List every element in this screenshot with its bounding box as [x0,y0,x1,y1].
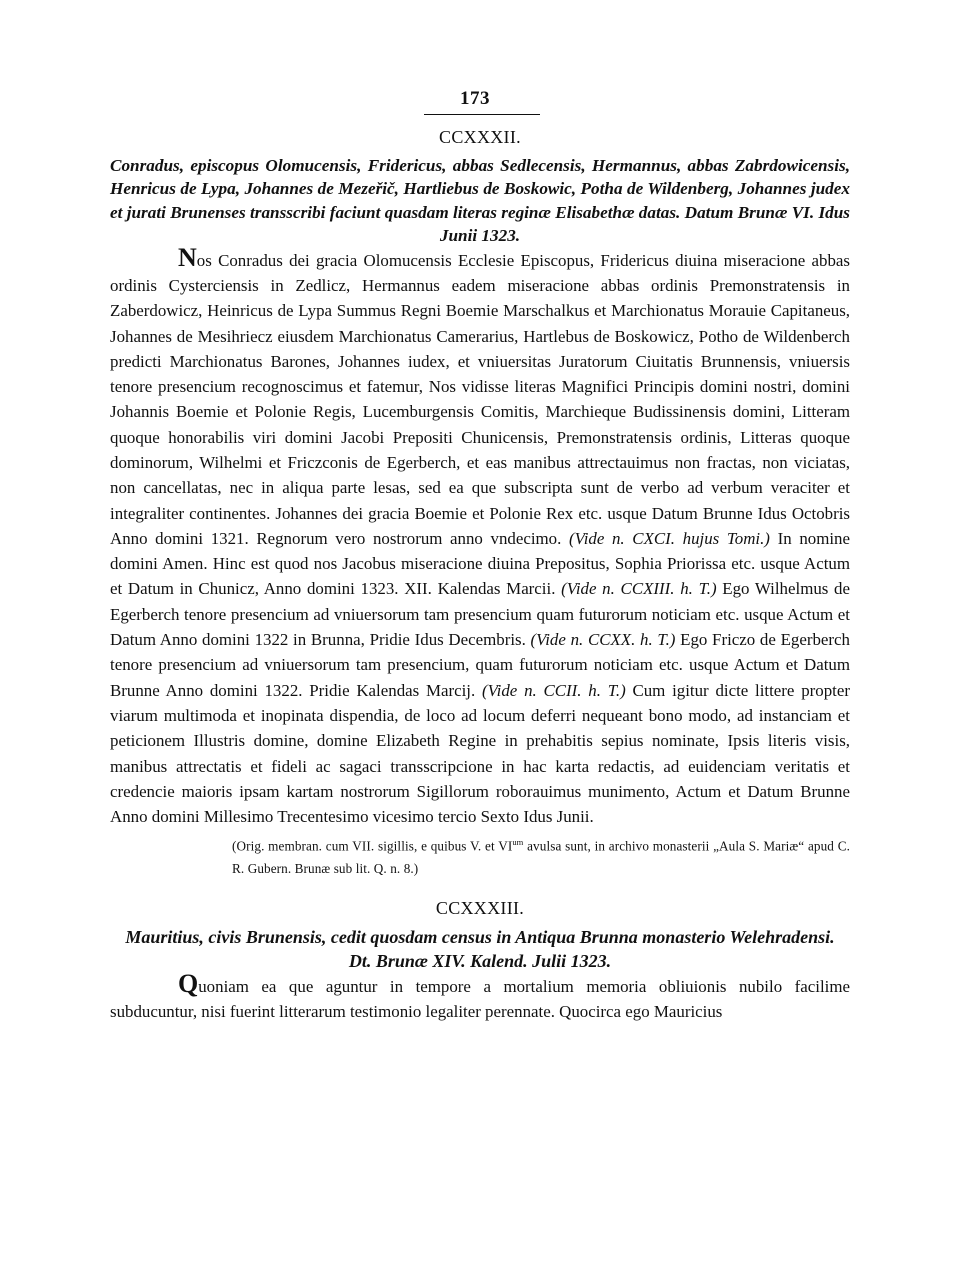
source-note [110,831,850,879]
body-text: Cum igitur dicte littere propter viarum multimoda et inopinata dispendia, de loco ad locum deferri nequeant bono modo, ad instanciam et peticionem Illustris domine, domine Elizabeth Regine in prehabitis sepius nominate, Ipsis literis visis, manibus attrectatis et fideli ac sagaci transscripcione in hac karta redactis, ad euidenciam veritatis et credencie maioris ipsam kartam nostrorum Sigillorum roborauimus munimento, Actum et Datum Brunne Anno domini Millesimo Trecentesimo vicesimo tercio Sexto Idus Junii. [110,680,850,827]
cross-reference: (Vide n. CCXIII. h. T.) [561,579,717,599]
body-text: os Conradus dei gracia Olomucensis Ecclesie Episcopus, Fridericus diuina miseracione abbas ordinis Cysterciensis in Zedlicz, Hermannus eadem miseracione abbas ordinis Premonstratensis in Zaberdowicz, Heinricus de Lypa Summus Regni Boemie Marschalkus et Marchionatus Morauie Capitaneus, Johannes de Mesihriecz eiusdem Marchionatus Camerarius, Hartlebus de Boskowicz, Potho de Wildenberch predicti Marchionatus Barones, Johannes iudex, et vniuersitas Juratorum Ciuitatis Brunnensis, vniuersis tenore presencium recognoscimus et fatemur, Nos vidisse literas Magnifici Principis domini nostri, domini Johannis Boemie et Polonie Regis, Lucemburgensis Comitis, Marchieque Budissinensis domini, Litteram quoque honorabilis viri domini Jacobi Prepositi Chunicensis, Premonstratensis ordinis, Litteras quoque dominorum, Wilhelmi et Friczconis de Egerberch, et eas manibus attrectauimus non fractas, non viciatas, non cancellatas, nec in aliqua parte lesas, sed ea que subscripta sunt de verbo ad verbum veraciter et integraliter continentes. Johannes dei gracia Boemie et Polonie Rex etc. usque Datum Brunne Idus Octobris Anno domini 1321. Regnorum vero nostrorum anno vndecimo. [110,250,850,548]
document-number: CCXXXII. [439,127,521,147]
page-number: 173 [460,88,490,109]
document-number: CCXXXIII. [435,897,525,918]
cross-reference: (Vide n. CCXX. h. T.) [530,630,676,650]
document-body [110,242,851,830]
source-note-text: (Orig. membran. cum VII. sigillis, e quibus V. et VI [232,838,513,854]
drop-cap: N [178,242,197,272]
drop-cap: Q [178,968,199,998]
cross-reference: (Vide n. CCII. h. T.) [481,680,626,700]
body-text: uoniam ea que aguntur in tempore a mortalium memoria obliuionis nubilo facilime subducuntur, nisi fuerint litterarum testimonio legaliter perennate. Quocirca ego Mauricius [110,976,850,1022]
body-text: Ego Wilhelmus de Egerberch tenore presencium ad vniuersorum tam presencium quam futurorum noticiam etc. usque Actum et Datum Anno domini 1322 in Brunna, Pridie Idus Decembris. [110,579,851,650]
document-summary: Conradus, episcopus Olomucensis, Fridericus, abbas Sedlecensis, Hermannus, abbas Zabrdowicensis, Henricus de Lypa, Johannes de Mezeřič, Hartliebus de Boskowic, Potha de Wildenberg, Johannes judex et jurati Brunenses transscribi faciunt quasdam literas reginæ Elisabethæ datas. Datum Brunæ VI. Idus Junii 1323. [110,156,850,246]
page-number-rule [424,114,540,115]
document-body [110,968,850,1025]
source-note-text: avulsa sunt, in archivo monasterii „Aula S. Mariæ“ apud C. R. Gubern. Brunæ sub lit. Q. n. 8.) [232,838,850,876]
summary-line: Mauritius, civis Brunensis, cedit quosdam census in Antiqua Brunna monasterio Welehradensi. [125,926,835,947]
source-note-superscript: um [512,837,524,848]
body-text: In nomine domini Amen. Hinc est quod nos Jacobus miseracione diuina Prepositus, Sophia Priorissa etc. usque Actum et Datum in Chunicz, Anno domini 1323. XII. Kalendas Marcii. [110,528,850,599]
document-summary [110,925,850,974]
body-text: Ego Friczo de Egerberch tenore presencium ad vniuersorum tam presencium, quam futurorum noticiam etc. usque Actum et Datum Brunne Anno domini 1322. Pridie Kalendas Marcij. [110,630,850,700]
page [110,88,850,1024]
summary-line: Dt. Brunæ XIV. Kalend. Julii 1323. [348,951,612,972]
cross-reference: (Vide n. CXCI. hujus Tomi.) [569,528,770,548]
